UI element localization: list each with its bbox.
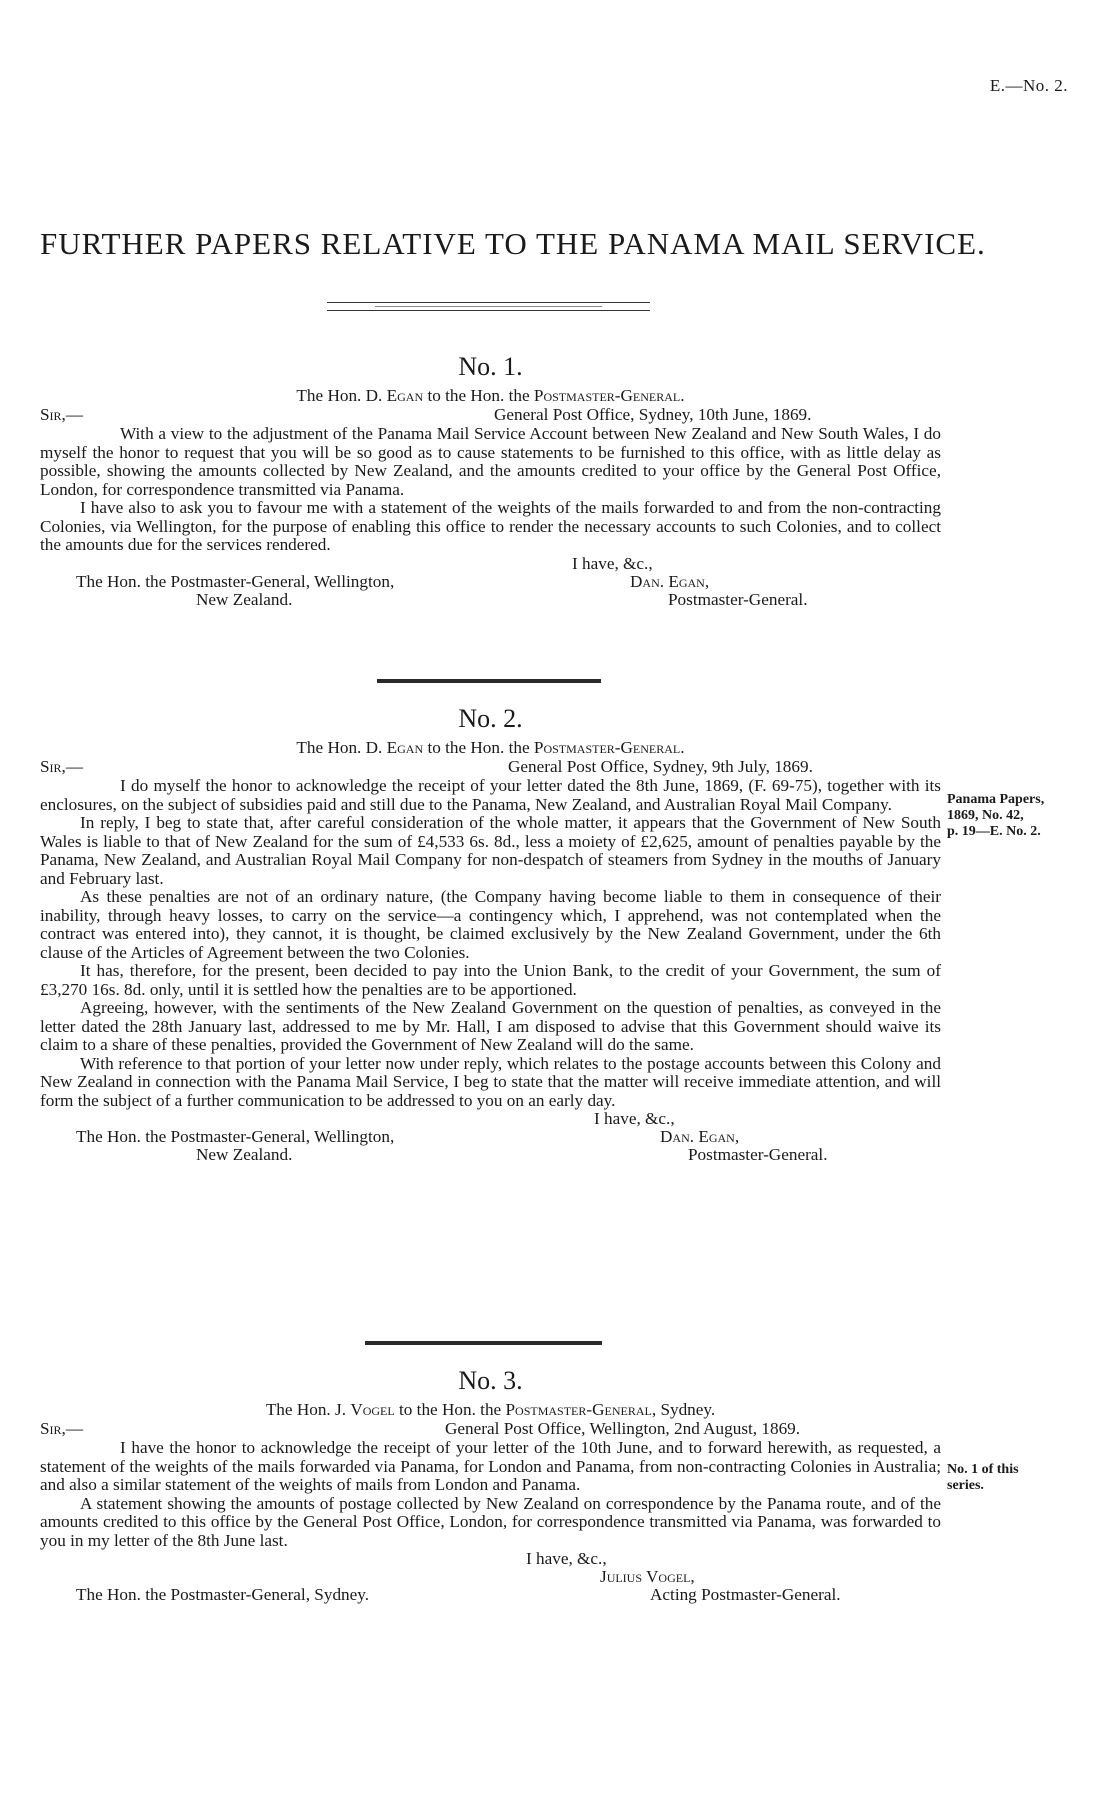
- paragraph: Agreeing, however, with the sentiments of the New Zealand Government on the question of penalties, as conveyed in the letter dated the 28th January last, addressed to me by Mr. Hall, I am disposed to advise that this Government should waive its claim to a share of these penalties, provided the Government of New Zealand will do the same.: [40, 998, 941, 1054]
- letter-number: No. 3.: [458, 1366, 523, 1395]
- letter-number: No. 1.: [458, 352, 523, 381]
- closing: I have, &c.,: [526, 1549, 607, 1568]
- letter-3: [40, 1366, 941, 1604]
- margin-note: No. 1 of this series.: [947, 1462, 1019, 1493]
- dateline: General Post Office, Sydney, 10th June, 1869.: [494, 405, 812, 424]
- dateline: General Post Office, Sydney, 9th July, 1869.: [508, 757, 813, 776]
- salutation: Sir,—: [40, 757, 84, 776]
- dateline: General Post Office, Wellington, 2nd August, 1869.: [445, 1419, 801, 1438]
- signer-title: Postmaster-General.: [688, 1145, 828, 1164]
- letter-1: [40, 352, 941, 609]
- signer-title: Postmaster-General.: [668, 589, 808, 609]
- section-divider: [377, 679, 601, 683]
- paragraph: With a view to the adjustment of the Panama Mail Service Account between New Zealand and New South Wales, I do myself the honor to request that you will be so good as to cause statements to be furnished to this office, with as little delay as possible, showing the amounts collected by New Zealand, and the amounts credited to your office by the General Post Office, London, for correspondence transmitted via Panama.: [40, 424, 941, 499]
- letter-heading: The Hon. J. Vogel to the Hon. the Postmaster-General, Sydney.: [265, 1400, 716, 1419]
- signer: Dan. Egan,: [660, 1127, 740, 1146]
- paragraph: I have the honor to acknowledge the receipt of your letter of the 10th June, and to forward herewith, as requested, a statement of the weights of the mails forwarded via Panama, for London and Panama, from non-contracting Colonies in Australia; and also a similar statement of the weights of mails from London and Panama.: [40, 1438, 941, 1494]
- page-reference: E.—No. 2.: [989, 76, 1068, 95]
- paragraph: A statement showing the amounts of postage collected by New Zealand on correspondence by the Panama route, and of the amounts credited to this office by the General Post Office, London, for correspondence transmitted via Panama, was forwarded to you in my letter of the 8th June last.: [40, 1493, 941, 1550]
- addressee-line-2: New Zealand.: [196, 589, 293, 609]
- margin-note: Panama Papers, 1869, No. 42, p. 19—E. No. 2.: [947, 792, 1045, 839]
- letter-heading: The Hon. D. Egan to the Hon. the Postmaster-General.: [296, 738, 685, 757]
- document-title: FURTHER PAPERS RELATIVE TO THE PANAMA MAIL SERVICE.: [40, 226, 986, 261]
- closing: I have, &c.,: [572, 553, 653, 573]
- addressee: The Hon. the Postmaster-General, Wellington,: [76, 1127, 395, 1146]
- letter-2: [40, 704, 941, 1164]
- paragraph: I have also to ask you to favour me with a statement of the weights of the mails forwarded to and from the non-contracting Colonies, via Wellington, for the purpose of enabling this office to render the necessary accounts to such Colonies, and to collect the amounts due for the services rendered.: [40, 498, 941, 554]
- paragraph: As these penalties are not of an ordinary nature, (the Company having become liable to them in consequence of their inability, through heavy losses, to carry on the service—a contingency which, I apprehend, was not contemplated when the contract was entered into), they cannot, it is thought, be claimed exclusively by the New Zealand Government, under the 6th clause of the Articles of Agreement between the two Colonies.: [40, 887, 941, 962]
- addressee-line-2: New Zealand.: [196, 1145, 293, 1164]
- paragraph: In reply, I beg to state that, after careful consideration of the whole matter, it appears that the Government of New South Wales is liable to that of New Zealand for the sum of £4,533 6s. 8d., less a moiety of £2,625, amount of penalties payable by the Panama, New Zealand, and Australian Royal Mail Company for non-despatch of steamers from Sydney in the mouths of January and February last.: [40, 813, 941, 888]
- letter-number: No. 2.: [458, 704, 523, 733]
- title-divider: [327, 302, 650, 314]
- section-divider: [365, 1341, 602, 1345]
- signer-title: Acting Postmaster-General.: [650, 1585, 841, 1604]
- paragraph: It has, therefore, for the present, been decided to pay into the Union Bank, to the credit of your Government, the sum of £3,270 16s. 8d. only, until it is settled how the penalties are to be apportioned.: [40, 961, 941, 999]
- paragraph: I do myself the honor to acknowledge the receipt of your letter dated the 8th June, 1869, (F. 69-75), together with its enclosures, on the subject of subsidies paid and still due to the Panama, New Zealand, and Australian Royal Mail Company.: [40, 776, 941, 814]
- signer: Julius Vogel,: [600, 1567, 695, 1586]
- addressee: The Hon. the Postmaster-General, Sydney.: [76, 1585, 370, 1604]
- salutation: Sir,—: [40, 405, 84, 424]
- letter-heading: The Hon. D. Egan to the Hon. the Postmaster-General.: [296, 386, 685, 405]
- closing: I have, &c.,: [594, 1109, 675, 1128]
- paragraph: With reference to that portion of your letter now under reply, which relates to the postage accounts between this Colony and New Zealand in connection with the Panama Mail Service, I beg to state that the matter will receive immediate attention, and will form the subject of a further communication to be addressed to you on an early day.: [40, 1053, 941, 1110]
- salutation: Sir,—: [40, 1419, 84, 1438]
- signer: Dan. Egan,: [630, 571, 710, 591]
- addressee: The Hon. the Postmaster-General, Wellington,: [76, 571, 395, 591]
